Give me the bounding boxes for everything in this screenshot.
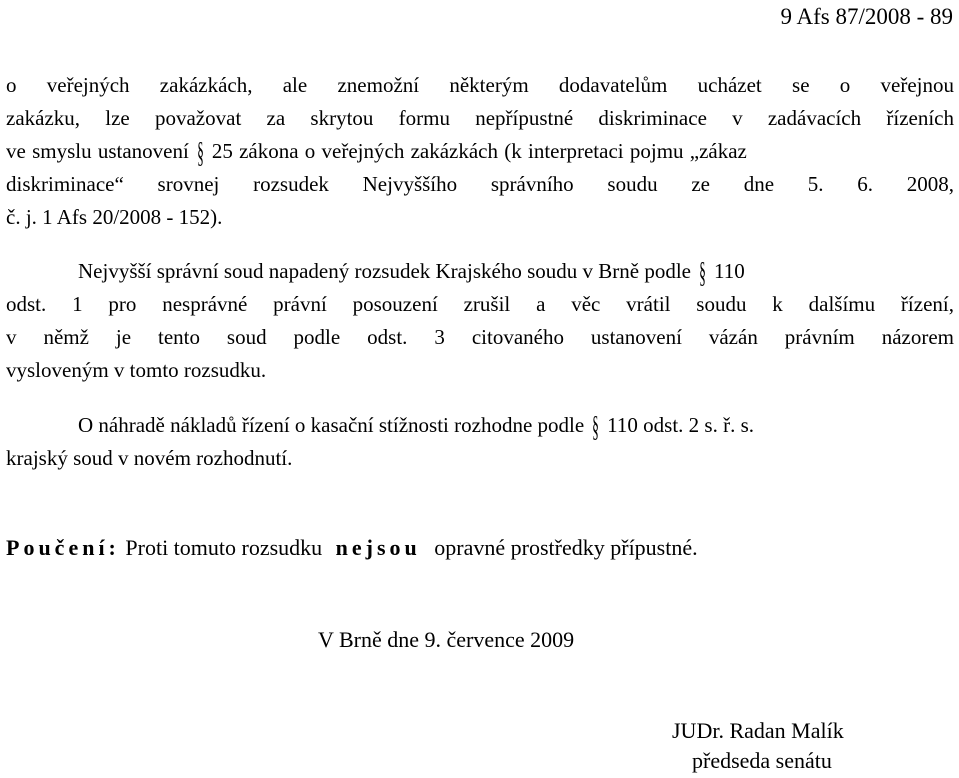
paragraph-2-line-2: odst. 1 pro nesprávné právní posouzení zrušil a věc vrátil soudu k dalšímu řízení,: [6, 292, 954, 316]
paragraph-3-line-1-start: O náhradě nákladů řízení o kasační stížnosti rozhodne podle: [78, 413, 585, 437]
paragraph-1-line-3-end: 25 zákona o veřejných zakázkách (k interpretaci pojmu „zákaz: [211, 139, 747, 163]
paragraph-3-line-1: [78, 410, 754, 443]
paragraph-1-line-1: o veřejných zakázkách, ale znemožní některým dodavatelům ucházet se o veřejnou: [6, 73, 954, 97]
paragraph-3-line-2: krajský soud v novém rozhodnutí.: [6, 446, 293, 470]
paragraph-1-line-5: č. j. 1 Afs 20/2008 - 152).: [6, 205, 223, 229]
instruction-text-end: opravné prostředky přípustné.: [434, 535, 698, 560]
signature-title: předseda senátu: [692, 748, 832, 773]
paragraph-1-line-3: [6, 136, 747, 169]
instruction-text-start: Proti tomuto rozsudku: [125, 535, 323, 560]
section-symbol-icon: §: [196, 136, 204, 169]
signature-name: JUDr. Radan Malík: [672, 718, 844, 743]
paragraph-2-line-1-start: Nejvyšší správní soud napadený rozsudek Krajského soudu v Brně podle: [78, 259, 691, 283]
date-line: V Brně dne 9. července 2009: [318, 627, 575, 652]
section-symbol-icon: §: [592, 410, 600, 443]
case-number: 9 Afs 87/2008 - 89: [780, 4, 953, 29]
section-symbol-icon: §: [699, 256, 706, 289]
paragraph-2-line-3: v němž je tento soud podle odst. 3 citovaného ustanovení vázán právním názorem: [6, 325, 954, 349]
paragraph-1-line-4: diskriminace“ srovnej rozsudek Nejvyššího správního soudu ze dne 5. 6. 2008,: [6, 172, 954, 196]
paragraph-3-line-1-end: 110 odst. 2 s. ř. s.: [607, 413, 754, 437]
paragraph-1-line-2: zakázku, lze považovat za skrytou formu nepřípustné diskriminace v zadávacích řízeních: [6, 106, 954, 130]
paragraph-1-line-3-start: ve smyslu ustanovení: [6, 139, 189, 163]
paragraph-2-line-4: vysloveným v tomto rozsudku.: [6, 358, 267, 382]
instruction-emphasis: nejsou: [335, 535, 421, 560]
instruction-line: [6, 536, 698, 560]
paragraph-2-line-1: [78, 256, 745, 289]
paragraph-2-line-1-end: 110: [713, 259, 745, 283]
instruction-label: Poučení:: [6, 535, 120, 560]
